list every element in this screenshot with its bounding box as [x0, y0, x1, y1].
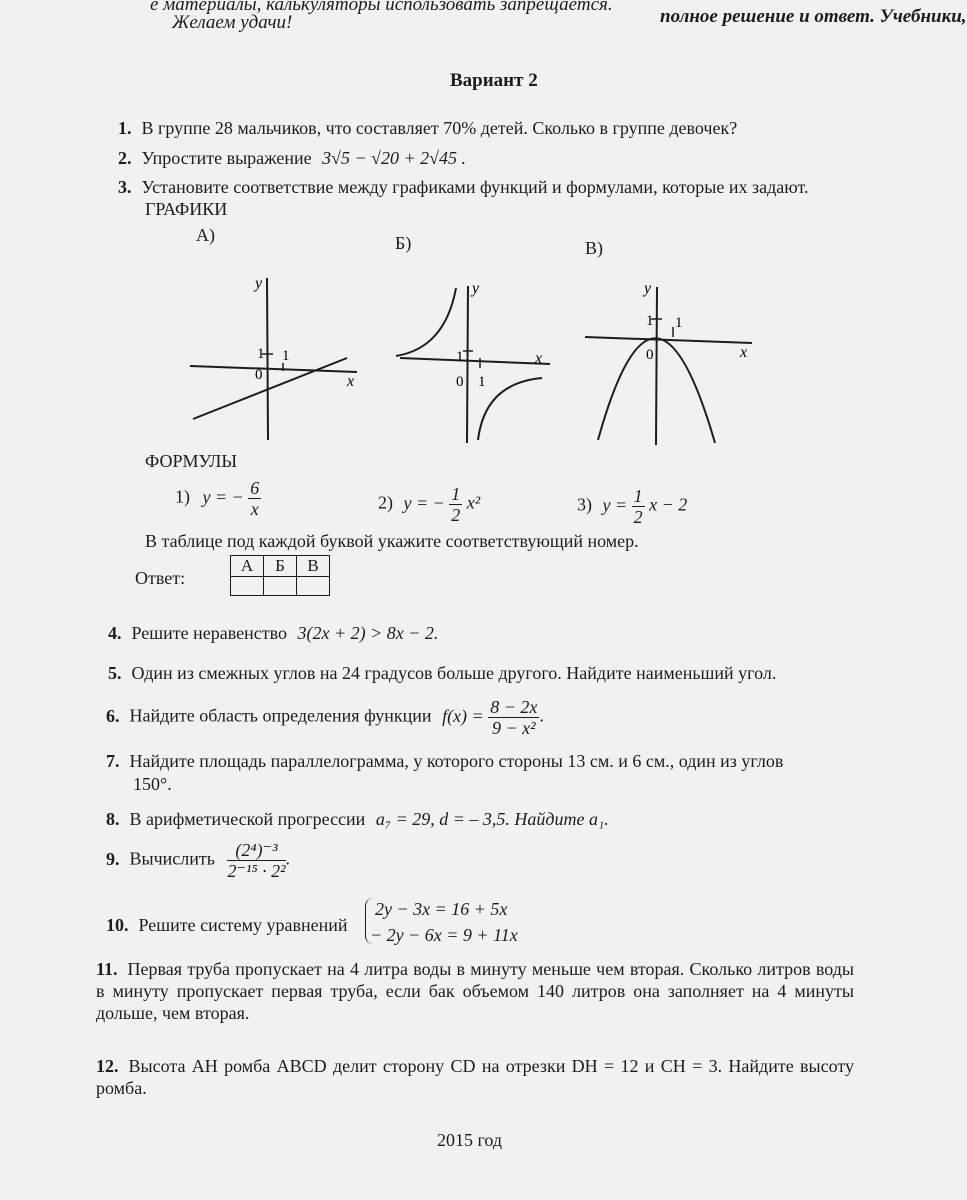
- svg-text:1: 1: [478, 374, 486, 390]
- answer-header-b: Б: [264, 556, 297, 577]
- question-9: 9. Вычислить $\frac{\text{(2⁴)⁻³}}{\text{2⁻¹⁵ · 2²}}$ .: [106, 840, 291, 881]
- graph-label-a: А): [196, 225, 215, 245]
- svg-text:1: 1: [456, 349, 464, 365]
- svg-text:0: 0: [646, 347, 654, 363]
- question-4: 4. Решите неравенство 3(2x + 2) > 8x − 2.: [108, 623, 439, 643]
- graph-label-b: Б): [395, 233, 412, 253]
- variant-title: Вариант 2: [450, 70, 538, 91]
- question-7: 7. Найдите площадь параллелограмма, у которого стороны 13 см. и 6 см., один из углов: [106, 751, 784, 771]
- graph-label-v: В): [585, 238, 603, 258]
- question-11: 11. Первая труба пропускает на 4 литра воды в минуту меньше чем вторая. Сколько литров воды в минуту пропускает первая труба, если бак объемом 140 литров она заполняет на 4 минуты дольше, чем вторая.: [96, 959, 854, 1023]
- y-label: y: [255, 275, 263, 292]
- y-axis: [467, 286, 468, 443]
- formula-3: 3) y = $\frac{1}{2}$ x − 2: [577, 486, 688, 527]
- svg-text:1: 1: [675, 315, 683, 331]
- footer-year: 2015 год: [437, 1130, 503, 1150]
- svg-text:x: x: [740, 344, 748, 361]
- svg-text:x: x: [535, 350, 543, 367]
- system-eq-1: 2y − 3x = 16 + 5x: [375, 899, 508, 919]
- answer-cell-a[interactable]: [231, 577, 264, 596]
- formula-2: 2) y = − $\frac{1}{2}$ x²: [378, 484, 481, 525]
- question-12: 12. Высота AH ромба ABCD делит сторону CD на отрезки DH = 12 и CH = 3. Найдите высоту ромба.: [96, 1056, 854, 1098]
- svg-text:y: y: [644, 280, 652, 297]
- svg-text:1: 1: [646, 313, 654, 329]
- header-wish: Желаем удачи!: [172, 12, 293, 33]
- header-line-right: полное решение и ответ. Учебники,: [660, 6, 967, 27]
- instruction: В таблице под каждой буквой укажите соответствующий номер.: [145, 531, 639, 551]
- question-3: 3. Установите соответствие между графиками функций и формулами, которые их задают.: [118, 177, 809, 197]
- answer-label: Ответ:: [135, 568, 186, 588]
- x-axis: [400, 358, 550, 364]
- graph-v: [580, 275, 760, 450]
- svg-text:1: 1: [257, 346, 265, 362]
- question-5: 5. Один из смежных углов на 24 градусов больше другого. Найдите наименьший угол.: [108, 663, 777, 683]
- expression: 3√5 − √20 + 2√45 .: [322, 148, 467, 168]
- question-8: 8. В арифметической прогрессии a₇ = 29, d = – 3,5. Найдите a₁.: [106, 809, 609, 829]
- question-2: 2. Упростите выражение 3√5 − √20 + 2√45 .: [118, 148, 467, 168]
- svg-text:1: 1: [282, 348, 290, 364]
- graph-b-branch-left: [396, 288, 456, 356]
- answer-cell-b[interactable]: [264, 577, 297, 596]
- formula-1: 1) y = − $\frac{6}{x}$: [175, 478, 260, 519]
- answer-cell-v[interactable]: [297, 577, 330, 596]
- y-axis: [267, 278, 268, 440]
- svg-text:y: y: [472, 280, 480, 297]
- question-7-cont: 150°.: [133, 774, 172, 794]
- question-6: 6. Найдите область определения функции f(x) = $\frac{8 - 2x}{\text{9 − x²}}$ .: [106, 697, 544, 738]
- x-label: x: [347, 373, 355, 390]
- question-1: 1. В группе 28 мальчиков, что составляет 70% детей. Сколько в группе девочек?: [118, 118, 738, 138]
- answer-table: [230, 555, 330, 596]
- graphs-heading: ГРАФИКИ: [145, 199, 228, 219]
- header-line: е материалы, калькуляторы использовать запрещается.: [150, 0, 613, 15]
- x-axis: [190, 366, 357, 372]
- graph-b-branch-right: [478, 378, 542, 440]
- question-10: 10. Решите систему уравнений: [106, 915, 348, 935]
- system-eq-2: − 2y − 6x = 9 + 11x: [370, 925, 518, 945]
- graph-a: [185, 268, 370, 443]
- origin-label: 0: [255, 367, 263, 383]
- x-axis: [585, 337, 752, 343]
- graph-b: [390, 278, 565, 453]
- svg-text:0: 0: [456, 374, 464, 390]
- answer-header-a: А: [231, 556, 264, 577]
- formulas-heading: ФОРМУЛЫ: [145, 451, 238, 471]
- y-axis: [656, 287, 657, 445]
- answer-header-v: В: [297, 556, 330, 577]
